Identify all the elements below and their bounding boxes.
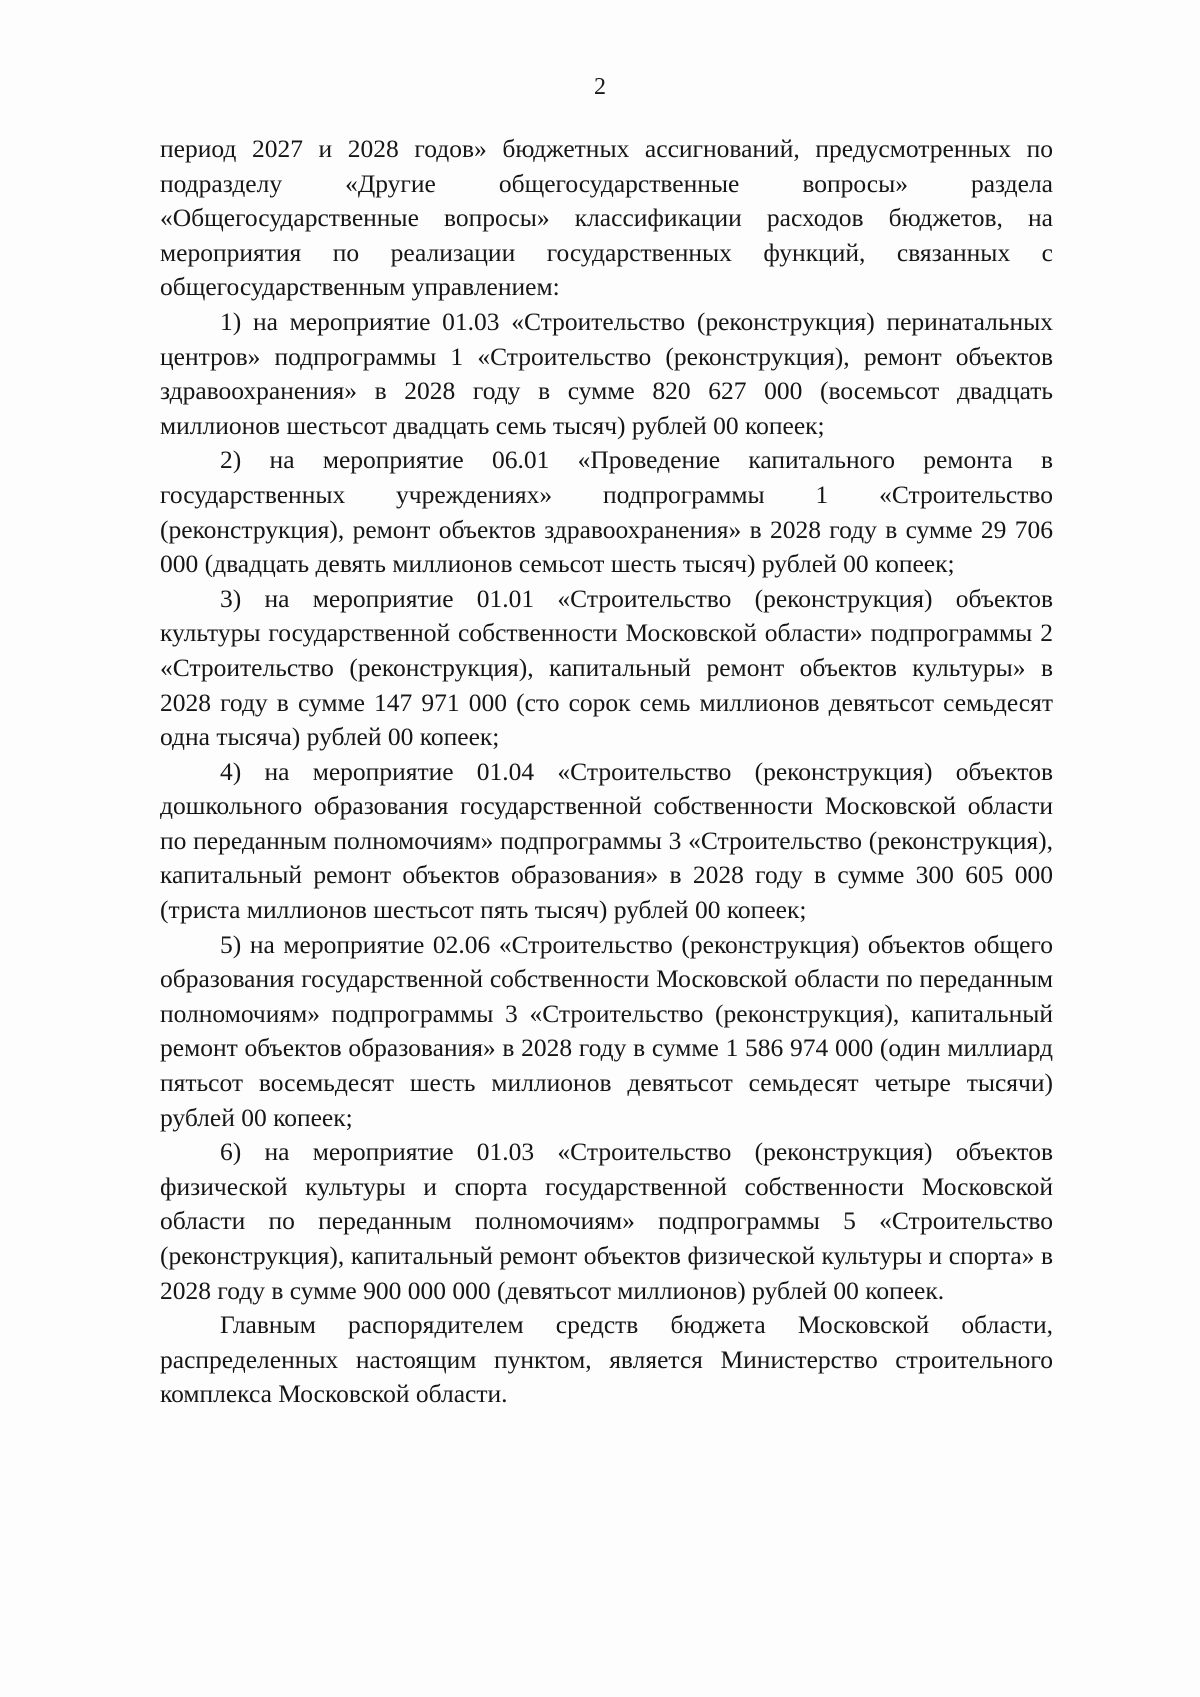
paragraph-item-3: 3) на мероприятие 01.01 «Строительство (реконструкция) объектов культуры государственной собственности Московской области» подпрограммы 2 «Строительство (реконструкция), капитальный ремонт объектов культуры» в 2028 году в сумме 147 971 000 (сто сорок семь миллионов девятьсот семьдесят одна тысяча) рублей 00 копеек; (160, 583, 1053, 752)
page-number: 2 (594, 74, 606, 100)
paragraph-conclusion: Главным распорядителем средств бюджета Московской области, распределенных настоящим пунктом, является Министерство строительного комплекса Московской области. (160, 1310, 1053, 1409)
paragraph-item-5: 5) на мероприятие 02.06 «Строительство (реконструкция) объектов общего образования государственной собственности Московской области по переданным полномочиям» подпрограммы 3 «Строительство (реконструкция), капитальный ремонт объектов образования» в 2028 году в сумме 1 586 974 000 (один миллиард пятьсот восемьдесят шесть миллионов девятьсот семьдесят четыре тысячи) рублей 00 копеек; (160, 929, 1053, 1132)
paragraph-item-4: 4) на мероприятие 01.04 «Строительство (реконструкция) объектов дошкольного образования государственной собственности Московской области по переданным полномочиям» подпрограммы 3 «Строительство (реконструкция), капитальный ремонт объектов образования» в 2028 году в сумме 300 605 000 (триста миллионов шестьсот пять тысяч) рублей 00 копеек; (160, 756, 1053, 925)
paragraph-item-6: 6) на мероприятие 01.03 «Строительство (реконструкция) объектов физической культуры и спорта государственной собственности Московской области по переданным полномочиям» подпрограммы 5 «Строительство (реконструкция), капитальный ремонт объектов физической культуры и спорта» в 2028 году в сумме 900 000 000 (девятьсот миллионов) рублей 00 копеек. (160, 1137, 1053, 1305)
paragraph-intro: период 2027 и 2028 годов» бюджетных ассигнований, предусмотренных по подразделу «Другие общегосударственные вопросы» раздела «Общегосударственные вопросы» классификации расходов бюджетов, на мероприятия по реализации государственных функций, связанных с общегосударственным управлением: (160, 134, 1053, 302)
paragraph-item-2: 2) на мероприятие 06.01 «Проведение капитального ремонта в государственных учреждениях» подпрограммы 1 «Строительство (реконструкция), ремонт объектов здравоохранения» в 2028 году в сумме 29 706 000 (двадцать девять миллионов семьсот шесть тысяч) рублей 00 копеек; (160, 445, 1053, 579)
paragraph-item-1: 1) на мероприятие 01.03 «Строительство (реконструкция) перинатальных центров» подпрограммы 1 «Строительство (реконструкция), ремонт объектов здравоохранения» в 2028 году в сумме 820 627 000 (восемьсот двадцать миллионов шестьсот двадцать семь тысяч) рублей 00 копеек; (160, 306, 1053, 440)
document-body (160, 132, 1053, 1412)
